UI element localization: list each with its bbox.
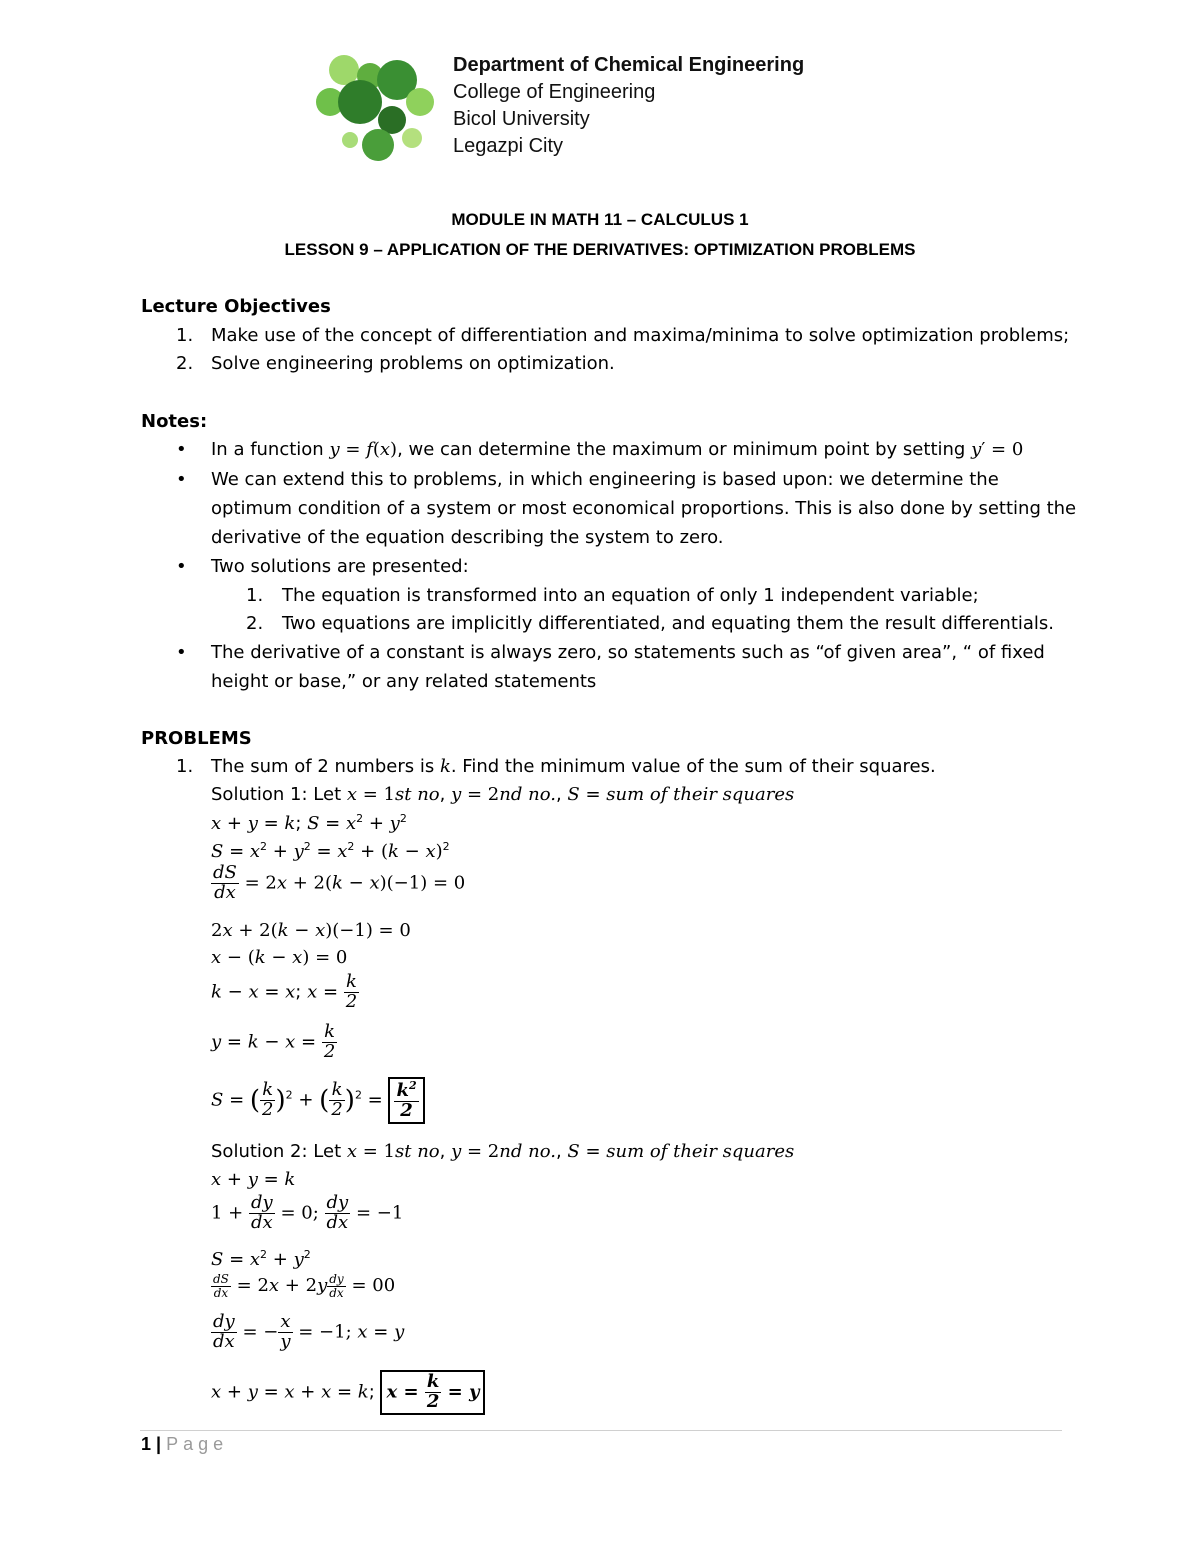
college-name: College of Engineering — [453, 81, 656, 103]
page-footer: 1 | Page — [141, 1434, 229, 1454]
page-label: Page — [166, 1434, 229, 1454]
problem-statement: The sum of 2 numbers is k. Find the minimum value of the sum of their squares. — [211, 756, 936, 777]
page-number: 1 — [141, 1434, 152, 1454]
bullet-icon: • — [176, 469, 187, 490]
module-title: MODULE IN MATH 11 – CALCULUS 1 — [451, 210, 749, 229]
note-item: derivative of the equation describing the system to zero. — [211, 527, 724, 548]
equation: 2x + 2(k − x)(−1) = 0 — [211, 920, 411, 941]
problems-heading: PROBLEMS — [141, 728, 252, 749]
equation-result: x + y = x + x = k; x = $\frac{k}{2}$ = y — [211, 1370, 485, 1415]
department-header — [453, 52, 804, 160]
answer-box: x = $\frac{k}{2}$ = y — [380, 1370, 485, 1415]
note-item: optimum condition of a system or most economical proportions. This is also done by setting the — [211, 498, 1077, 519]
sub-number: 2. — [246, 613, 264, 634]
university-name: Bicol University — [453, 108, 590, 130]
note-item: In a function y = f(x), we can determine the maximum or minimum point by setting y′ = 0 — [211, 439, 1024, 460]
solution-1-label: Solution 1: Let x = 1st no, y = 2nd no., S = sum of their squares — [211, 784, 795, 805]
notes-heading: Notes: — [141, 411, 208, 432]
equation: k − x = x; x = $\frac{k}{2}$ — [211, 971, 358, 1012]
note-subitem: The equation is transformed into an equation of only 1 independent variable; — [282, 585, 979, 606]
answer-box: $\frac{k^2}{2}$ — [388, 1077, 424, 1124]
solution-2-label: Solution 2: Let x = 1st no, y = 2nd no., S = sum of their squares — [211, 1141, 795, 1162]
equation: y = k − x = $\frac{k}{2}$ — [211, 1021, 336, 1062]
equation: x + y = k; $S = x^2 + y^2$ — [211, 812, 407, 834]
objective-item: Solve engineering problems on optimization. — [211, 353, 615, 374]
problem-number: 1. — [176, 756, 194, 777]
footer-divider — [140, 1430, 1062, 1431]
objectives-heading: Lecture Objectives — [141, 296, 331, 317]
note-item: We can extend this to problems, in which engineering is based upon: we determine the — [211, 469, 999, 490]
university-logo — [312, 50, 442, 165]
equation: x − (k − x) = 0 — [211, 947, 348, 968]
note-item: height or base,” or any related statements — [211, 671, 597, 692]
note-subitem: Two equations are implicitly differentiated, and equating them the result differentials. — [282, 613, 1055, 634]
city-name: Legazpi City — [453, 135, 564, 157]
bullet-icon: • — [176, 439, 187, 460]
equation: $S = x^2 + y^2 = x^2 + (k - x)^2$ — [211, 840, 450, 862]
equation: 1 + $\frac{dy}{dx}$ = 0; $\frac{dy}{dx}$ = −1 — [211, 1192, 404, 1233]
note-item: The derivative of a constant is always zero, so statements such as “of given area”, “ of fixed — [211, 642, 1045, 663]
department-name: Department of Chemical Engineering — [453, 54, 805, 76]
objective-number: 2. — [176, 353, 194, 374]
bullet-icon: • — [176, 642, 187, 663]
objective-number: 1. — [176, 325, 194, 346]
lesson-title: LESSON 9 – APPLICATION OF THE DERIVATIVES: OPTIMIZATION PROBLEMS — [284, 240, 916, 259]
sub-number: 1. — [246, 585, 264, 606]
equation-result: S = ( $\frac{k}{2}$ )$^2$ + ( $\frac{k}{2}$ )$^2$ = $\frac{k^2}{2}$ — [211, 1077, 425, 1124]
equation: $\frac{dS}{dx}$ = 2x + 2(k − x)(−1) = 0 — [213, 862, 466, 903]
equation: $S = x^2 + y^2$ — [211, 1248, 311, 1270]
equation: x + y = k — [211, 1169, 296, 1190]
objective-item: Make use of the concept of differentiation and maxima/minima to solve optimization problems; — [211, 325, 1070, 346]
bullet-icon: • — [176, 556, 187, 577]
equation: $\frac{dy}{dx}$ = − $\frac{x}{y}$ = −1; x = y — [213, 1311, 405, 1352]
note-item: Two solutions are presented: — [211, 556, 469, 577]
equation: $\frac{dS}{dx}$ = 2x + 2y $\frac{dy}{dx}$ = 00 — [213, 1272, 396, 1300]
